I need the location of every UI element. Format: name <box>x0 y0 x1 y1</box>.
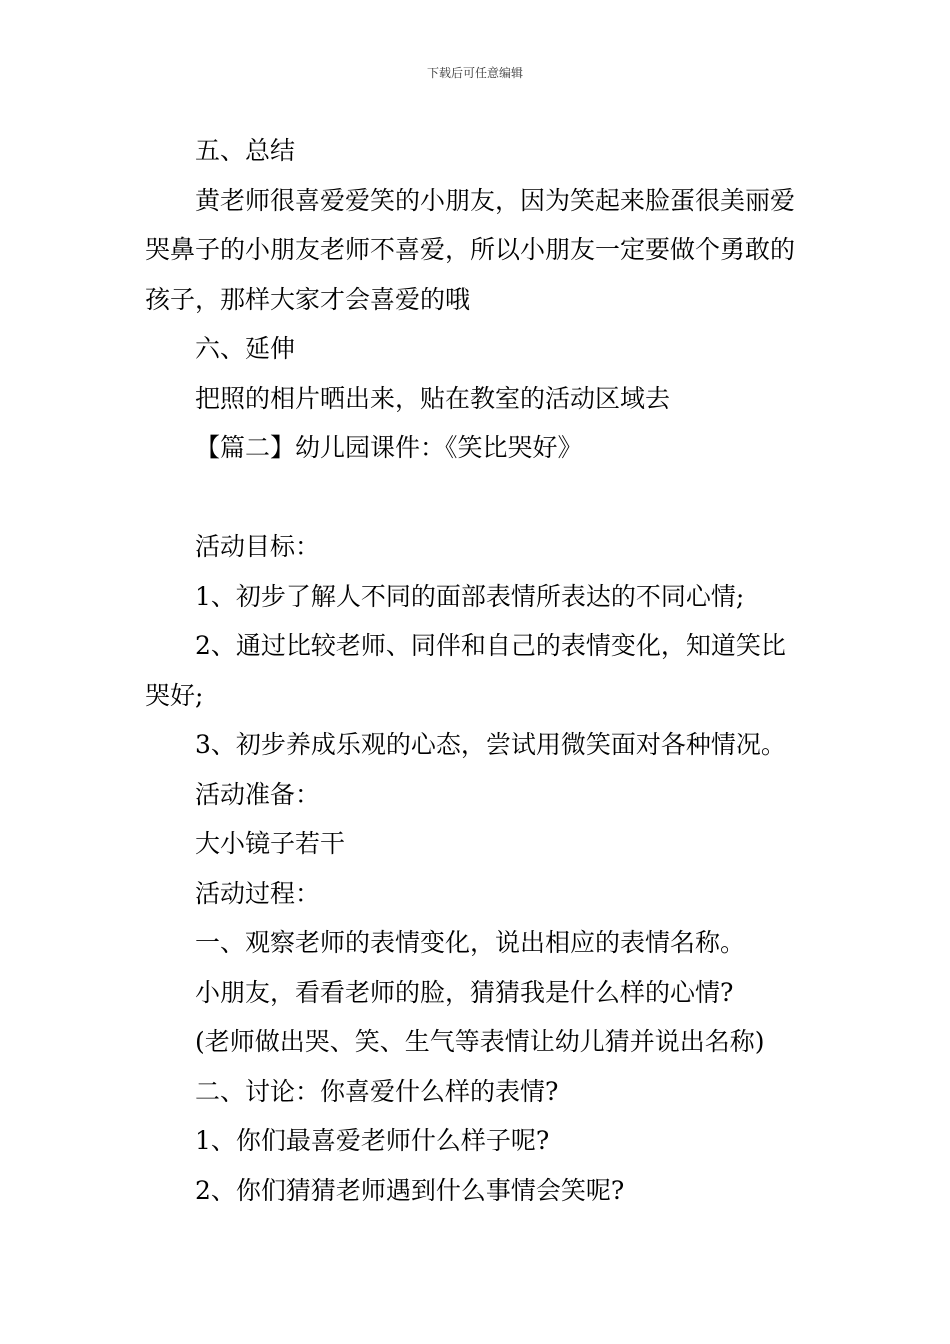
process-step-2-question-1: 1、你们最喜爱老师什么样子呢? <box>195 1126 550 1155</box>
goal-item-3: 3、初步养成乐观的心态，尝试用微笑面对各种情况。 <box>195 730 786 759</box>
paragraph-extension: 把照的相片晒出来，贴在教室的活动区域去 <box>195 383 671 413</box>
document-body <box>145 126 809 1215</box>
goal-item-1: 1、初步了解人不同的面部表情所表达的不同心情; <box>195 581 745 611</box>
process-step-1-question: 小朋友，看看老师的脸，猜猜我是什么样的心情? <box>195 977 734 1007</box>
heading-activity-preparation: 活动准备： <box>195 779 321 809</box>
process-step-1: 一、观察老师的表情变化，说出相应的表情名称。 <box>195 928 746 957</box>
blank-line <box>145 473 809 523</box>
process-step-1-note: (老师做出哭、笑、生气等表情让幼儿猜并说出名称) <box>195 1027 765 1056</box>
process-step-2: 二、讨论：你喜爱什么样的表情? <box>195 1076 559 1106</box>
heading-activity-process: 活动过程： <box>195 878 321 908</box>
section-heading-summary: 五、总结 <box>195 136 296 165</box>
process-step-2-question-2: 2、你们猜猜老师遇到什么事情会笑呢? <box>195 1175 625 1205</box>
paragraph-summary: 黄老师很喜爱爱笑的小朋友，因为笑起来脸蛋很美丽爱哭鼻子的小朋友老师不喜爱，所以小朋友一定要做个勇敢的孩子，那样大家才会喜爱的哦 <box>145 185 796 314</box>
heading-activity-goals: 活动目标： <box>195 532 321 561</box>
page-header: 下载后可任意编辑 <box>426 66 523 80</box>
section-heading-extension: 六、延伸 <box>195 334 296 363</box>
goal-item-2: 2、通过比较老师、同伴和自己的表情变化，知道笑比哭好; <box>145 631 786 710</box>
part-two-title: 【篇二】幼儿园课件：《笑比哭好》 <box>195 433 583 462</box>
preparation-item: 大小镜子若干 <box>195 829 346 858</box>
